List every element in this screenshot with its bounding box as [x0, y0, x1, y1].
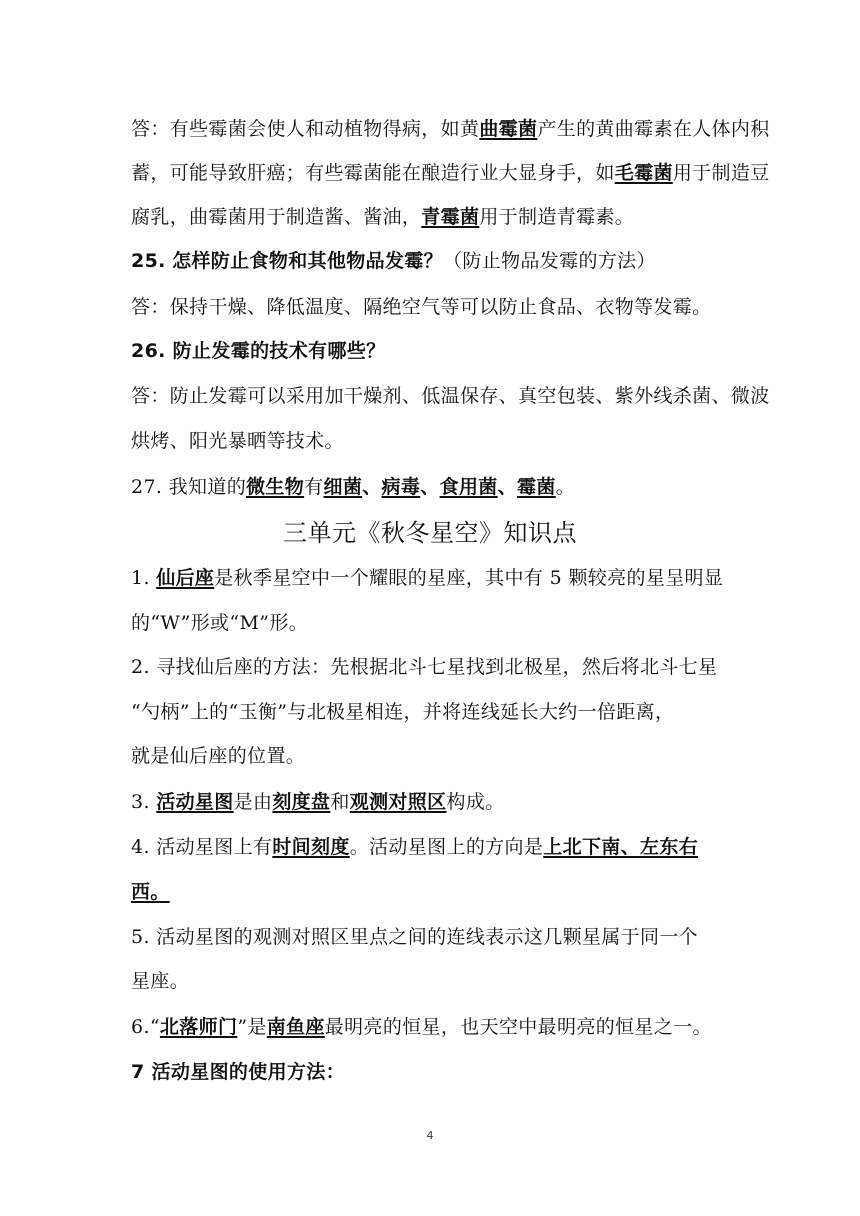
- text-run: 答：有些霉菌会使人和动植物得病，如黄: [131, 118, 480, 140]
- text-run: 蓄，可能导致肝癌；有些霉菌能在酿造行业大显身手，如: [131, 162, 615, 184]
- text-run: 是由: [233, 791, 273, 813]
- keyword-observation-area: 观测对照区: [349, 791, 447, 813]
- point-2-line-1: 2. 寻找仙后座的方法：先根据北斗七星找到北极星，然后将北斗七星: [131, 656, 718, 678]
- point-3: [131, 789, 736, 815]
- point-5-line-2: 星座。: [131, 970, 190, 992]
- text-run: 用于制造青霉素。: [479, 206, 635, 228]
- keyword-penicillium: 青霉菌: [421, 206, 480, 228]
- keyword-bacteria: 细菌: [323, 476, 363, 498]
- text-run: 、: [497, 476, 518, 498]
- keyword-directions-end: 西。: [131, 881, 170, 903]
- text-run: 最明亮的恒星，也天空中最明亮的恒星之一。: [324, 1016, 712, 1038]
- question-note: （防止物品发霉的方法）: [443, 250, 656, 272]
- question-number: 25.: [131, 250, 166, 272]
- point-5-line-1: 5. 活动星图的观测对照区里点之间的连线表示这几颗星属于同一个: [131, 926, 699, 948]
- text-run: 腐乳，曲霉菌用于制造酱、酱油，: [131, 206, 422, 228]
- point-1-line-2: 的“W”形或“M”形。: [131, 612, 309, 634]
- text-run: 、: [420, 476, 440, 498]
- answer-25: 答：保持干燥、降低温度、隔绝空气等可以防止食品、衣物等发霉。: [131, 296, 712, 318]
- answer-26-line-1: 答：防止发霉可以采用加干燥剂、低温保存、真空包装、紫外线杀菌、微波: [131, 385, 770, 407]
- keyword-mold: 霉菌: [517, 476, 556, 498]
- text-run: ”是: [237, 1016, 267, 1038]
- keyword-fomalhaut: 北落师门: [159, 1016, 238, 1038]
- question-26: 26. 防止发霉的技术有哪些？: [131, 340, 386, 362]
- point-1-line-1: [131, 565, 736, 591]
- keyword-planisphere: 活动星图: [156, 791, 234, 813]
- point-4-line-2: [131, 879, 736, 905]
- text-run: 、: [362, 476, 382, 498]
- text-run: 有: [304, 476, 324, 498]
- question-25: [131, 248, 736, 274]
- answer-26-line-2: 烘烤、阳光暴晒等技术。: [131, 430, 344, 452]
- point-2-line-2: “勺柄”上的“玉衡”与北极星相连，并将连线延长大约一倍距离，: [131, 701, 675, 723]
- item-27: [131, 474, 736, 500]
- text-run: 3.: [131, 791, 157, 813]
- keyword-edible-fungi: 食用菌: [439, 476, 498, 498]
- point-2-line-3: 就是仙后座的位置。: [131, 745, 306, 767]
- point-6: [131, 1014, 736, 1040]
- keyword-mucor: 毛霉菌: [614, 162, 673, 184]
- text-run: 用于制造豆: [672, 162, 770, 184]
- keyword-microbe: 微生物: [246, 476, 305, 498]
- keyword-aspergillus: 曲霉菌: [479, 118, 538, 140]
- point-4-line-1: [131, 834, 736, 860]
- text-run: 6.“: [131, 1016, 160, 1038]
- keyword-directions: 上北下南、左东右: [543, 836, 699, 858]
- text-run: 27. 我知道的: [131, 476, 247, 498]
- keyword-piscis-austrinus: 南鱼座: [266, 1016, 325, 1038]
- text-run: 4. 活动星图上有: [131, 836, 273, 858]
- point-7: 7 活动星图的使用方法：: [131, 1061, 346, 1083]
- page-number: 4: [426, 1129, 434, 1142]
- keyword-dial: 刻度盘: [272, 791, 331, 813]
- answer-line-3: [131, 204, 736, 230]
- text-run: 和: [330, 791, 350, 813]
- keyword-time-scale: 时间刻度: [272, 836, 350, 858]
- keyword-virus: 病毒: [381, 476, 421, 498]
- text-run: 构成。: [446, 791, 505, 813]
- text-run: 产生的黄曲霉素在人体内积: [537, 118, 770, 140]
- text-run: 是秋季星空中一个耀眼的星座，其中有 5 颗较亮的星呈明显: [214, 567, 724, 589]
- question-text: 怎样防止食物和其他物品发霉？: [172, 250, 444, 272]
- answer-line-1: [131, 116, 770, 142]
- answer-line-2: [131, 160, 770, 186]
- text-run: 。活动星图上的方向是: [349, 836, 544, 858]
- text-run: 。: [555, 476, 576, 498]
- text-run: 1.: [131, 567, 157, 589]
- keyword-cassiopeia: 仙后座: [156, 567, 215, 589]
- section-title: 三单元《秋冬星空》知识点: [283, 519, 577, 547]
